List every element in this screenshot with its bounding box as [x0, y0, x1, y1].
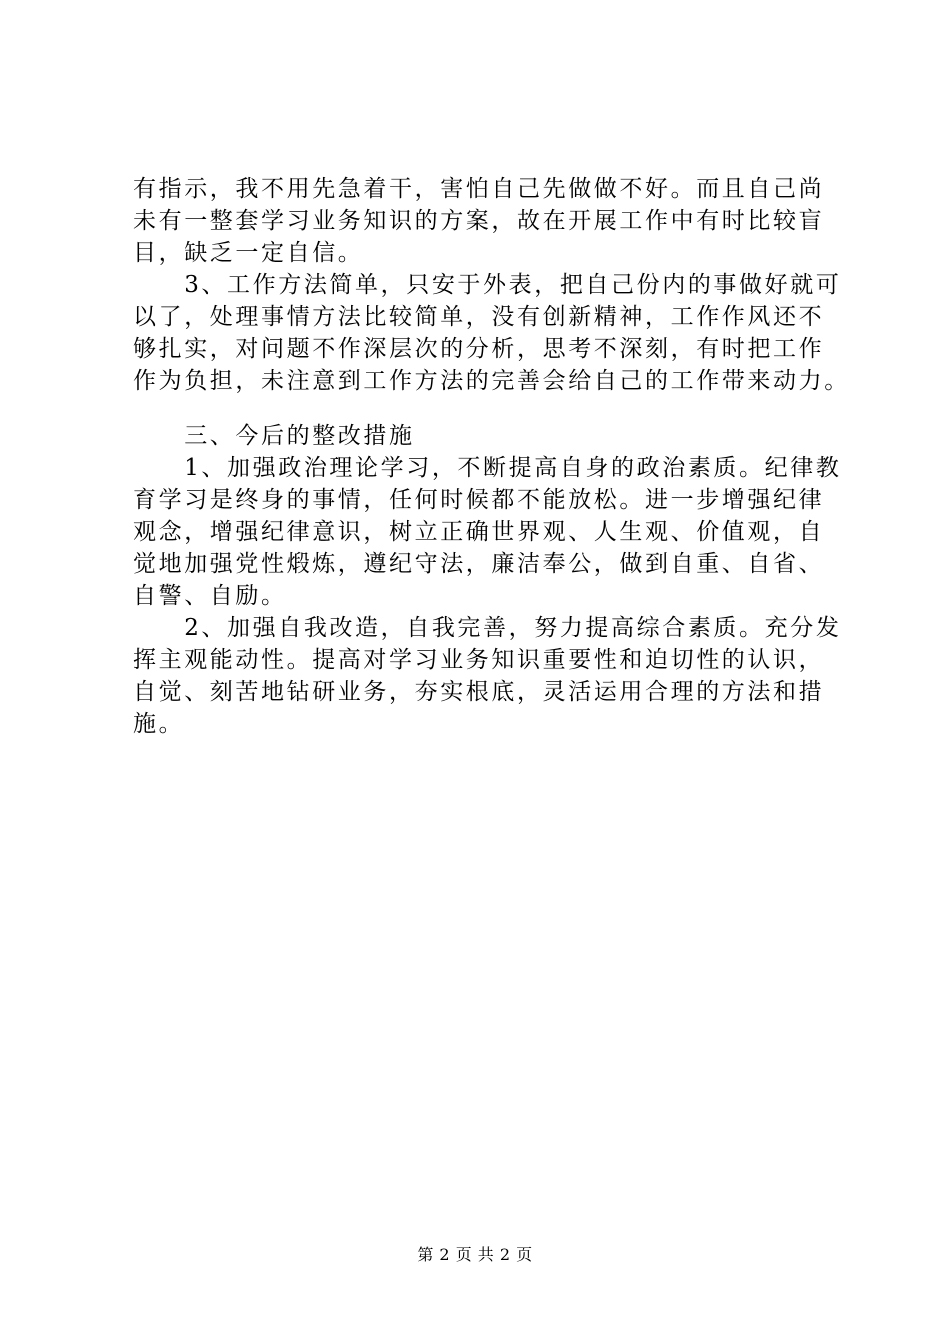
text-line: 自警、自励。: [133, 583, 287, 609]
text-line: 挥主观能动性。提高对学习业务知识重要性和迫切性的认识，: [133, 647, 825, 673]
text-line: 未有一整套学习业务知识的方案，故在开展工作中有时比较盲: [133, 208, 825, 234]
text-line: 观念，增强纪律意识，树立正确世界观、人生观、价值观，自: [133, 519, 825, 545]
text-line: 1、加强政治理论学习，不断提高自身的政治素质。纪律教: [133, 455, 842, 481]
text-line: 作为负担，未注意到工作方法的完善会给自己的工作带来动力。: [133, 368, 850, 394]
text-line: 施。: [133, 711, 185, 737]
text-line: 自觉、刻苦地钻研业务，夯实根底，灵活运用合理的方法和措: [133, 679, 825, 705]
text-line: 目，缺乏一定自信。: [133, 240, 364, 266]
page-footer: 第 2 页 共 2 页: [417, 1245, 533, 1264]
text-line: 2、加强自我改造，自我完善，努力提高综合素质。充分发: [133, 615, 842, 641]
section-heading: 三、今后的整改措施: [133, 423, 415, 449]
text-line: 有指示，我不用先急着干，害怕自己先做做不好。而且自己尚: [133, 176, 825, 202]
text-line: 育学习是终身的事情，任何时候都不能放松。进一步增强纪律: [133, 487, 825, 513]
text-line: 够扎实，对问题不作深层次的分析，思考不深刻，有时把工作: [133, 336, 825, 362]
text-line: 以了，处理事情方法比较简单，没有创新精神，工作作风还不: [133, 304, 825, 330]
text-line: 3、工作方法简单，只安于外表，把自己份内的事做好就可: [133, 272, 842, 298]
text-line: 觉地加强党性煅炼，遵纪守法，廉洁奉公，做到自重、自省、: [133, 551, 825, 577]
